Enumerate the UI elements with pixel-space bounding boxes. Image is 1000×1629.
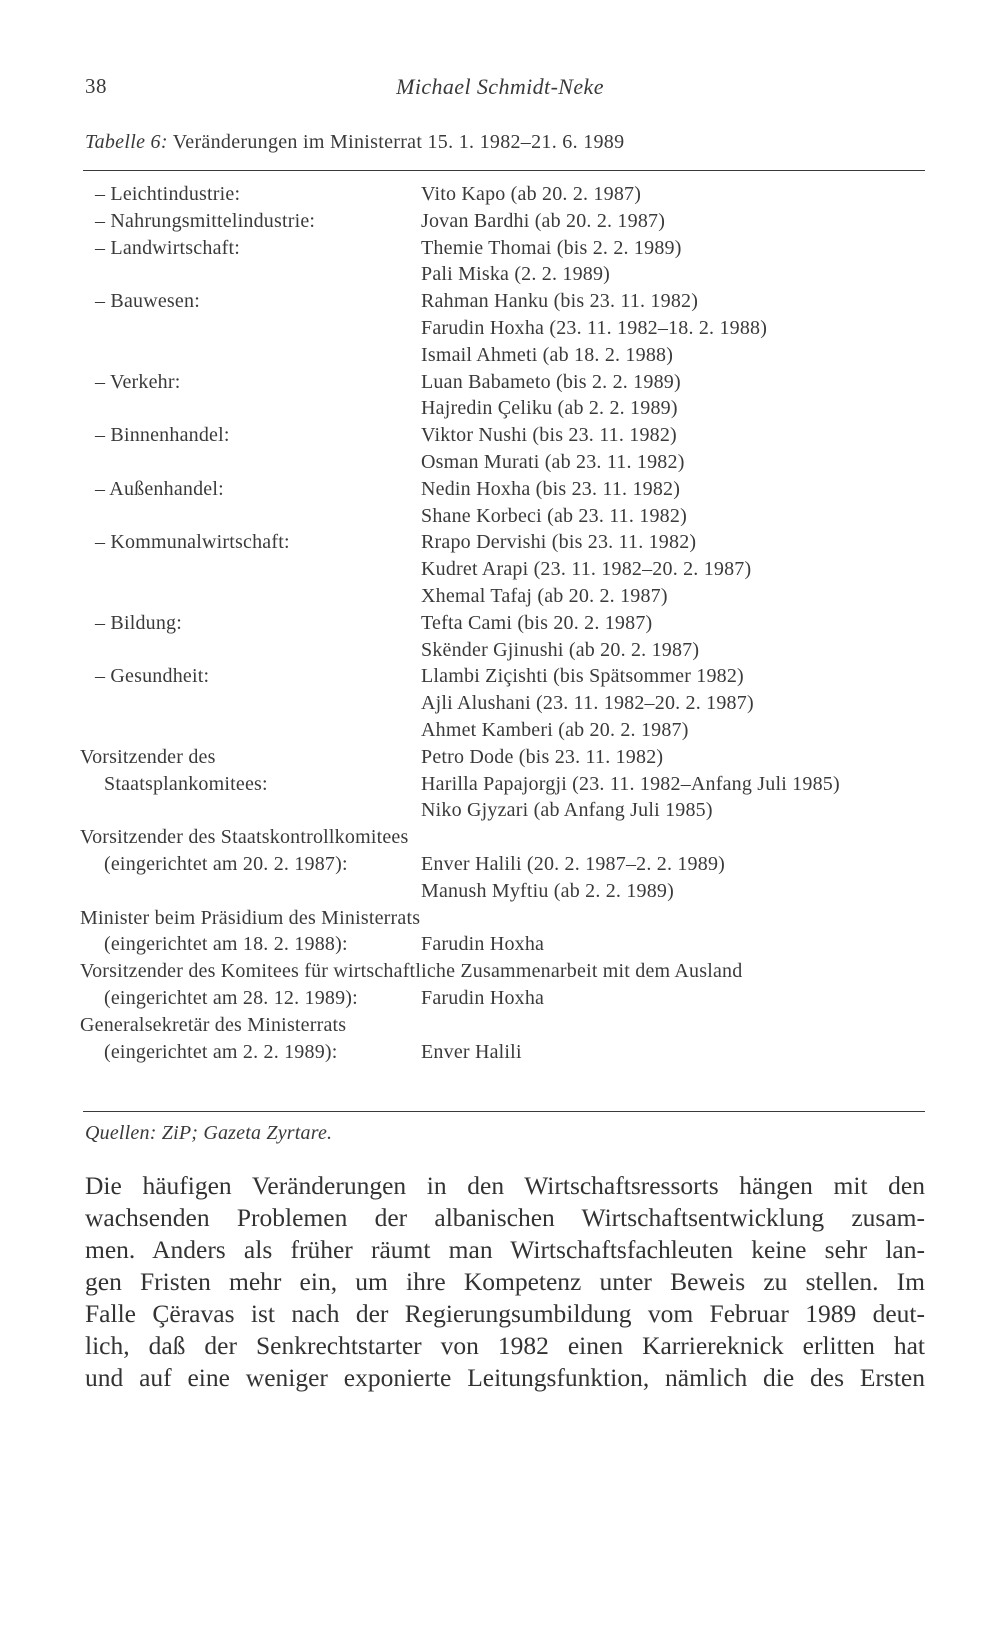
table-cell-label: (eingerichtet am 18. 2. 1988): [104, 933, 348, 956]
table-row [0, 448, 1000, 476]
table-cell-person: Farudin Hoxha [421, 933, 545, 956]
table-cell-label: (eingerichtet am 20. 2. 1987): [104, 853, 348, 875]
table-row [0, 957, 1000, 985]
table-cell-person: Rahman Hanku (bis 23. 11. 1982) [421, 290, 699, 313]
table-bottom-rule [83, 1111, 925, 1112]
table-cell-person: Rrapo Dervishi (bis 23. 11. 1982) [421, 531, 697, 554]
table-cell-person: Pali Miska (2. 2. 1989) [421, 263, 611, 286]
table-cell-person: Viktor Nushi (bis 23. 11. 1982) [421, 424, 677, 447]
table-cell-label: – Kommunalwirtschaft: [95, 531, 290, 554]
table-cell-label: Minister beim Präsidium des Ministerrats [80, 906, 421, 929]
table-cell-label: Staatsplankomitees: [104, 772, 268, 795]
table-row [0, 314, 1000, 342]
table-cell-label: Vorsitzender des Staatskontrollkomitees [80, 826, 409, 849]
table-cell-label: – Binnenhandel: [95, 424, 230, 447]
table-row [0, 796, 1000, 824]
body-line: Die häufigen Veränderungen in den Wirtschaftsressorts hängen mit den [85, 1171, 925, 1200]
table-cell-person: Vito Kapo (ab 20. 2. 1987) [421, 183, 642, 205]
table-row [0, 1011, 1000, 1039]
table-cell-person: Osman Murati (ab 23. 11. 1982) [421, 451, 685, 473]
body-line: gen Fristen mehr ein, um ihre Kompetenz unter Beweis zu stellen. Im [85, 1267, 925, 1296]
table-row [0, 394, 1000, 422]
table-row [0, 850, 1000, 878]
table-cell-label: Vorsitzender des Komitees für wirtschaftliche Zusammenarbeit mit dem Ausland [80, 960, 743, 983]
table-cell-label: – Bauwesen: [95, 290, 200, 313]
running-head: Michael Schmidt-Neke [396, 74, 604, 99]
table-cell-person: Kudret Arapi (23. 11. 1982–20. 2. 1987) [421, 558, 752, 581]
table-cell-person: Luan Babameto (bis 2. 2. 1989) [421, 370, 681, 393]
table-cell-person: Manush Myftiu (ab 2. 2. 1989) [421, 879, 674, 902]
table-row [0, 475, 1000, 503]
table-row [0, 502, 1000, 530]
table-top-rule [83, 170, 925, 171]
caption-label: Tabelle 6: [85, 131, 168, 153]
table-row [0, 662, 1000, 690]
table-cell-label: (eingerichtet am 2. 2. 1989): [104, 1040, 338, 1063]
table-row [0, 930, 1000, 958]
table-cell-person: Skënder Gjinushi (ab 20. 2. 1987) [421, 638, 700, 661]
table-cell-person: Ismail Ahmeti (ab 18. 2. 1988) [421, 343, 674, 366]
table-cell-person: Farudin Hoxha [421, 987, 545, 1009]
table-cell-person: Niko Gjyzari (ab Anfang Juli 1985) [421, 799, 713, 822]
table-caption [85, 131, 624, 154]
table-cell-person: Harilla Papajorgji (23. 11. 1982–Anfang Juli 1985) [421, 772, 840, 795]
table-row [0, 421, 1000, 449]
table-row [0, 689, 1000, 717]
table-cell-person: Hajredin Çeliku (ab 2. 2. 1989) [421, 397, 678, 420]
table-row [0, 716, 1000, 744]
table-row [0, 904, 1000, 932]
table-cell-person: Enver Halili (20. 2. 1987–2. 2. 1989) [421, 853, 726, 875]
table-cell-label: – Außenhandel: [95, 477, 224, 500]
table-row [0, 770, 1000, 798]
body-line: Falle Çëravas ist nach der Regierungsumbildung vom Februar 1989 deut- [85, 1299, 925, 1328]
table-row [0, 234, 1000, 262]
table-cell-person: Jovan Bardhi (ab 20. 2. 1987) [421, 209, 666, 232]
table-cell-person: Shane Korbeci (ab 23. 11. 1982) [421, 504, 687, 527]
body-line: lich, daß der Senkrechtstarter von 1982 einen Karriereknick erlitten hat [85, 1331, 925, 1360]
table-cell-label: – Leichtindustrie: [95, 183, 241, 205]
table-row [0, 823, 1000, 851]
table-row [0, 743, 1000, 771]
caption-text: Veränderungen im Ministerrat 15. 1. 1982–21. 6. 1989 [167, 131, 625, 153]
table-cell-person: Ahmet Kamberi (ab 20. 2. 1987) [421, 719, 689, 741]
table-cell-label: – Nahrungsmittelindustrie: [95, 209, 316, 232]
body-line: und auf eine weniger exponierte Leitungsfunktion, nämlich die des Ersten [85, 1363, 925, 1392]
table-row [0, 528, 1000, 556]
table-row [0, 260, 1000, 288]
table-row [0, 368, 1000, 396]
table-cell-person: Tefta Cami (bis 20. 2. 1987) [421, 611, 653, 634]
table-row [0, 341, 1000, 369]
table-cell-person: Farudin Hoxha (23. 11. 1982–18. 2. 1988) [421, 317, 768, 339]
table-cell-label: Generalsekretär des Ministerrats [80, 1013, 347, 1036]
table-row [0, 555, 1000, 583]
table-cell-label: – Bildung: [95, 611, 183, 634]
table-cell-label: – Verkehr: [95, 370, 181, 393]
table-row [0, 984, 1000, 1012]
table-row [0, 180, 1000, 208]
table-row [0, 207, 1000, 235]
table-cell-person: Enver Halili [421, 1040, 522, 1063]
table-cell-label: – Gesundheit: [95, 665, 210, 688]
table-cell-label: Vorsitzender des [80, 745, 216, 768]
table-row [0, 609, 1000, 637]
table-row [0, 877, 1000, 905]
table-cell-person: Petro Dode (bis 23. 11. 1982) [421, 745, 664, 768]
table-cell-person: Llambi Ziçishti (bis Spätsommer 1982) [421, 665, 744, 688]
table-sources: Quellen: ZiP; Gazeta Zyrtare. [85, 1122, 333, 1144]
table-cell-person: Nedin Hoxha (bis 23. 11. 1982) [421, 477, 681, 500]
body-line: wachsenden Problemen der albanischen Wirtschaftsentwicklung zusam- [85, 1203, 925, 1232]
table-cell-label: (eingerichtet am 28. 12. 1989): [104, 987, 358, 1009]
table-cell-person: Xhemal Tafaj (ab 20. 2. 1987) [421, 585, 668, 607]
table-row [0, 1038, 1000, 1066]
table-cell-label: – Landwirtschaft: [95, 236, 241, 259]
page-number: 38 [85, 74, 107, 98]
table-cell-person: Themie Thomai (bis 2. 2. 1989) [421, 236, 682, 259]
table-row [0, 636, 1000, 664]
table-row [0, 287, 1000, 315]
table-cell-person: Ajli Alushani (23. 11. 1982–20. 2. 1987) [421, 692, 754, 715]
table-row [0, 582, 1000, 610]
body-paragraph [85, 1170, 925, 1394]
body-line: men. Anders als früher räumt man Wirtschaftsfachleuten keine sehr lan- [85, 1235, 925, 1264]
